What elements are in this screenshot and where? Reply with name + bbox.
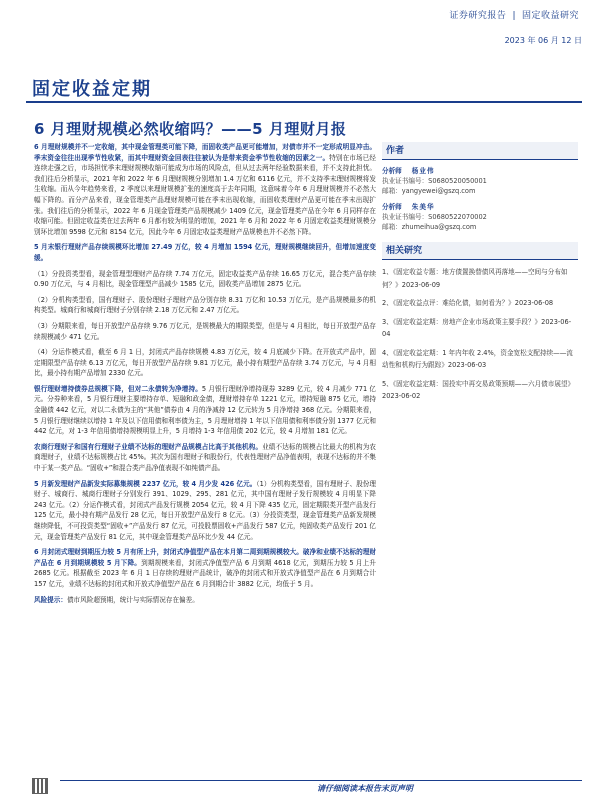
paragraph-5: （3）分期限来看，每日开放型产品存续 9.76 万亿元，是规模最大的期限类型，但是与 4 月相比，每日开放型产品存续规模减少 471 亿元。 <box>34 321 376 341</box>
analyst-role: 分析师 <box>382 167 402 175</box>
related-report-item[interactable]: 2、《固定收益点评：难给化债，如何看为？》2023-06-08 <box>382 299 554 307</box>
analyst-cert-label: 执业证书编号： <box>382 177 429 185</box>
related-research-heading: 相关研究 <box>382 242 578 260</box>
paragraph-9-lead: 5 月新发理财产品新发实际募集规模 2237 亿元，较 4 月少发 426 亿元。 <box>34 479 257 488</box>
risk-warning-label: 风险提示： <box>34 595 67 604</box>
paragraph-9 <box>34 479 376 543</box>
paragraph-8-body: 业绩不达标的规模占比最大的机构为农商理财子，业绩不达标规模占比 45%。其次为国有理财子和股份行，代表性理财产品净值表明，表现不达标的并不集中于某一类产品。“固收+”和混合类产品净值表现不如纯债产品。 <box>34 442 377 473</box>
paragraph-2 <box>34 242 376 263</box>
analyst-email-line <box>382 186 578 196</box>
paragraph-1-lead-2: 季末资金往往出现季节性收紧，而其中理财资金回表往往被认为是带来资金季节性收缩的因素之一。 <box>34 153 330 162</box>
paragraph-10-body: 到期规模来看，封闭式净值型产品 6 月到期 4618 亿元，到期压力较 5 月上升 2685 亿元。根据截至 2023 年 6 月 1 日存续的理财产品统计，破净的封闭式和开放式净值型产品在 6 月到期合计 157 亿元，业绩不达标的封闭式和开放式净值型产品在 6 月到期合计 3882 亿元，均低于 5 月。 <box>34 558 376 588</box>
category-separator: | <box>512 11 516 21</box>
paragraph-1-lead: 6 月理财规模并不一定收缩，其中现金管理类可能下降，而固收类产品更可能增加，对债市并不一定形成明显冲击。 <box>34 143 376 151</box>
analyst-role: 分析师 <box>382 203 402 211</box>
analyst-email-label: 邮箱： <box>382 187 402 195</box>
paragraph-1-body: 特别在市场已经连续走强之后，市场担忧季末理财规模收缩可能成为市场的风险点，但从过去两年经验数据来看，并不支持此担忧。我们往后分析显示，2021 年和 2022 年 6 月理财规模分别增加 1.4 万亿和 6116 亿元，并不支持季末理财规模将发生收缩。而从今年趋势来看，2 季度以来理财规模扩张的速度高于去年同期，这意味着今年 6 月理财规模并不必然大幅下降的。而分产品来看，现金管理类产品理财规模可能在季末出现收缩，而固收类理财产品更可能在季末出现扩张。我们往后的分析显示，2022 年 6 月现金管理类产品规模减少 1409 亿元，现金管理类产品在今年 6 月同样存在收缩可能。但固定收益类在过去两年 6 月都有较为明显的增加，2021 年 6 月和 2022 年 6 月固定收益类理财规模分别环比增加 9598 亿元和 8154 亿元，因此今年 6 月固定收益类理财产品规模也并不必然下降。 <box>34 153 376 236</box>
related-report-item[interactable]: 5、《固定收益定期：国投实中再交易政策预期——六月债市展望》2023-06-02 <box>382 379 575 400</box>
paragraph-1 <box>34 142 376 237</box>
paragraph-4: （2）分机构类型看，国有理财子、股份理财子理财产品分别存续 8.31 万亿和 10.53 万亿元，是产品规模最多的机构类型。城商行和城商行理财子分别存续 2.18 万亿元和 2.47 万亿元。 <box>34 295 376 315</box>
report-categories <box>446 8 582 21</box>
analyst-card <box>382 166 578 196</box>
paragraph-7-lead: 银行理财增持债券总规模下降，但对二永债转为净增持。 <box>34 384 202 393</box>
analyst-email-link[interactable]: zhumeihua@gszq.com <box>401 223 477 231</box>
analyst-cert: S0680522070002 <box>428 213 487 221</box>
category-research-report: 证券研究报告 <box>449 11 507 21</box>
analyst-cert: S0680520050001 <box>428 177 487 185</box>
analyst-email-link[interactable]: yangyewei@gszq.com <box>401 187 476 195</box>
doc-type-heading: 固定收益定期 <box>32 79 152 100</box>
analyst-email-line <box>382 222 578 232</box>
related-research <box>382 242 578 403</box>
category-fixed-income: 固定收益研究 <box>521 11 579 21</box>
header-divider <box>26 101 582 103</box>
risk-warning-text: 债市风险超预期，统计与实际情况存在偏差。 <box>66 595 199 604</box>
paragraph-6: （4）分运作模式看，截至 6 月 1 日，封闭式产品存续规模 4.83 万亿元，较 4 月底减少下降。在开放式产品中，固定期限型产品存续 6.13 万亿元，每日开放型产品存续 9.81 万亿元，最小持有期型产品存续 3.74 万亿元，与 4 月相比，最小持有期产品增加 2330 亿元。 <box>34 348 376 378</box>
footer-divider <box>60 780 582 781</box>
main-body <box>34 142 376 610</box>
analyst-email-label: 邮箱： <box>382 223 402 231</box>
related-report-item[interactable]: 3、《固定收益定期：房地产企业市场政策主要手段？》2023-06-04 <box>382 317 572 338</box>
footer-disclaimer: 请仔细阅读本报告末页声明 <box>317 784 413 793</box>
analyst-name: 朱美华 <box>411 203 435 211</box>
paragraph-8-lead: 农商行理财子和国有行理财子业绩不达标的理财产品规模占比高于其他机构。 <box>34 442 263 451</box>
analyst-cert-label: 执业证书编号： <box>382 213 429 221</box>
paragraph-7-body: 5 月银行理财净增持现券 3289 亿元，较 4 月减少 771 亿元。分券种来看，5 月银行理财主要增持存单、短融和政金债，理财增持存单 1221 亿元，增持短融 875 亿元，增持金融债 442 亿元，对以二永债为主的“其他”债券由 4 月的净减持 12 亿元转为 5 月净增持 368 亿元。分期限来看，5 月银行理财继续以增持 1 年及以下信用债和利率债为主，5 月理财增持 1 年以下信用债和利率债分别 1377 亿元和 442 亿元，对 1-3 年信用债增持规模明显上升，5 月增持 1-3 年信用债 202 亿元，较 4 月增加 181 亿元。 <box>34 384 376 436</box>
risk-warning <box>34 595 376 606</box>
analyst-cert-line <box>382 176 578 186</box>
report-title: 6 月理财规模必然收缩吗？——5 月理财月报 <box>34 120 347 138</box>
authors-heading: 作者 <box>382 142 578 160</box>
analyst-card <box>382 202 578 232</box>
analyst-cert-line <box>382 212 578 222</box>
paragraph-2-lead: 5 月末银行理财产品存续规模环比增加 27.49 万亿，较 4 月增加 1594 亿元，理财规模继续回升，但增加速度变缓。 <box>34 243 376 262</box>
paragraph-8 <box>34 442 376 474</box>
sidebar <box>382 142 578 409</box>
paragraph-3: （1）分投资类型看，现金管理型理财产品存续 7.74 万亿元，固定收益类产品存续 16.65 万亿元，混合类产品存续 0.90 万亿元，与 4 月相比，现金管理型产品减少 1585 亿元，固收类产品增加 2875 亿元。 <box>34 269 376 289</box>
paragraph-10 <box>34 547 376 589</box>
report-header-meta <box>446 8 582 46</box>
report-date: 2023 年 06 月 12 日 <box>504 36 582 45</box>
paragraph-9-body: （1）分机构类型看，国有理财子、股份理财子、城商行、城商行理财子分别发行 391、1029、295、281 亿元，其中国有理财子发行规模较 4 月明显下降 243 亿元。（2）分运作模式看，封闭式产品发行规模 2054 亿元，较 4 月下降 435 亿元，固定期限类开型产品发行 125 亿元，最小持有期产品发行 28 亿元，每日开放型产品发行 8 亿元。（3）分投资类型，现金管理类产品新发规模继续降低，不可投资类型“固收+”产品发行 87 亿元，可投股票固收+产品发行 587 亿元，纯固收类产品发行 201 亿元，现金管理类产品发行 81 亿元，其中现金管理类产品环比少发 44 亿元。 <box>34 479 376 541</box>
related-report-item[interactable]: 1、《固定收益专题：地方债置换替债风再落地——空间与分布如何？》2023-06-09 <box>382 268 568 289</box>
related-report-item[interactable]: 4、《固定收益定期：1 年内年收 2.4%，资金宽松支配持续——流动性和机构行为跟踪》2023-06-03 <box>382 348 573 369</box>
paragraph-7 <box>34 384 376 437</box>
paragraph-10-lead: 6 月封闭式理财到期压力较 5 月有所上升，封闭式净值型产品在本月第二周到期规模较大。破净和业绩不达标的理财产品在 6 月到期规模较 5 月下降。 <box>34 548 376 567</box>
analyst-name: 杨业伟 <box>411 167 435 175</box>
